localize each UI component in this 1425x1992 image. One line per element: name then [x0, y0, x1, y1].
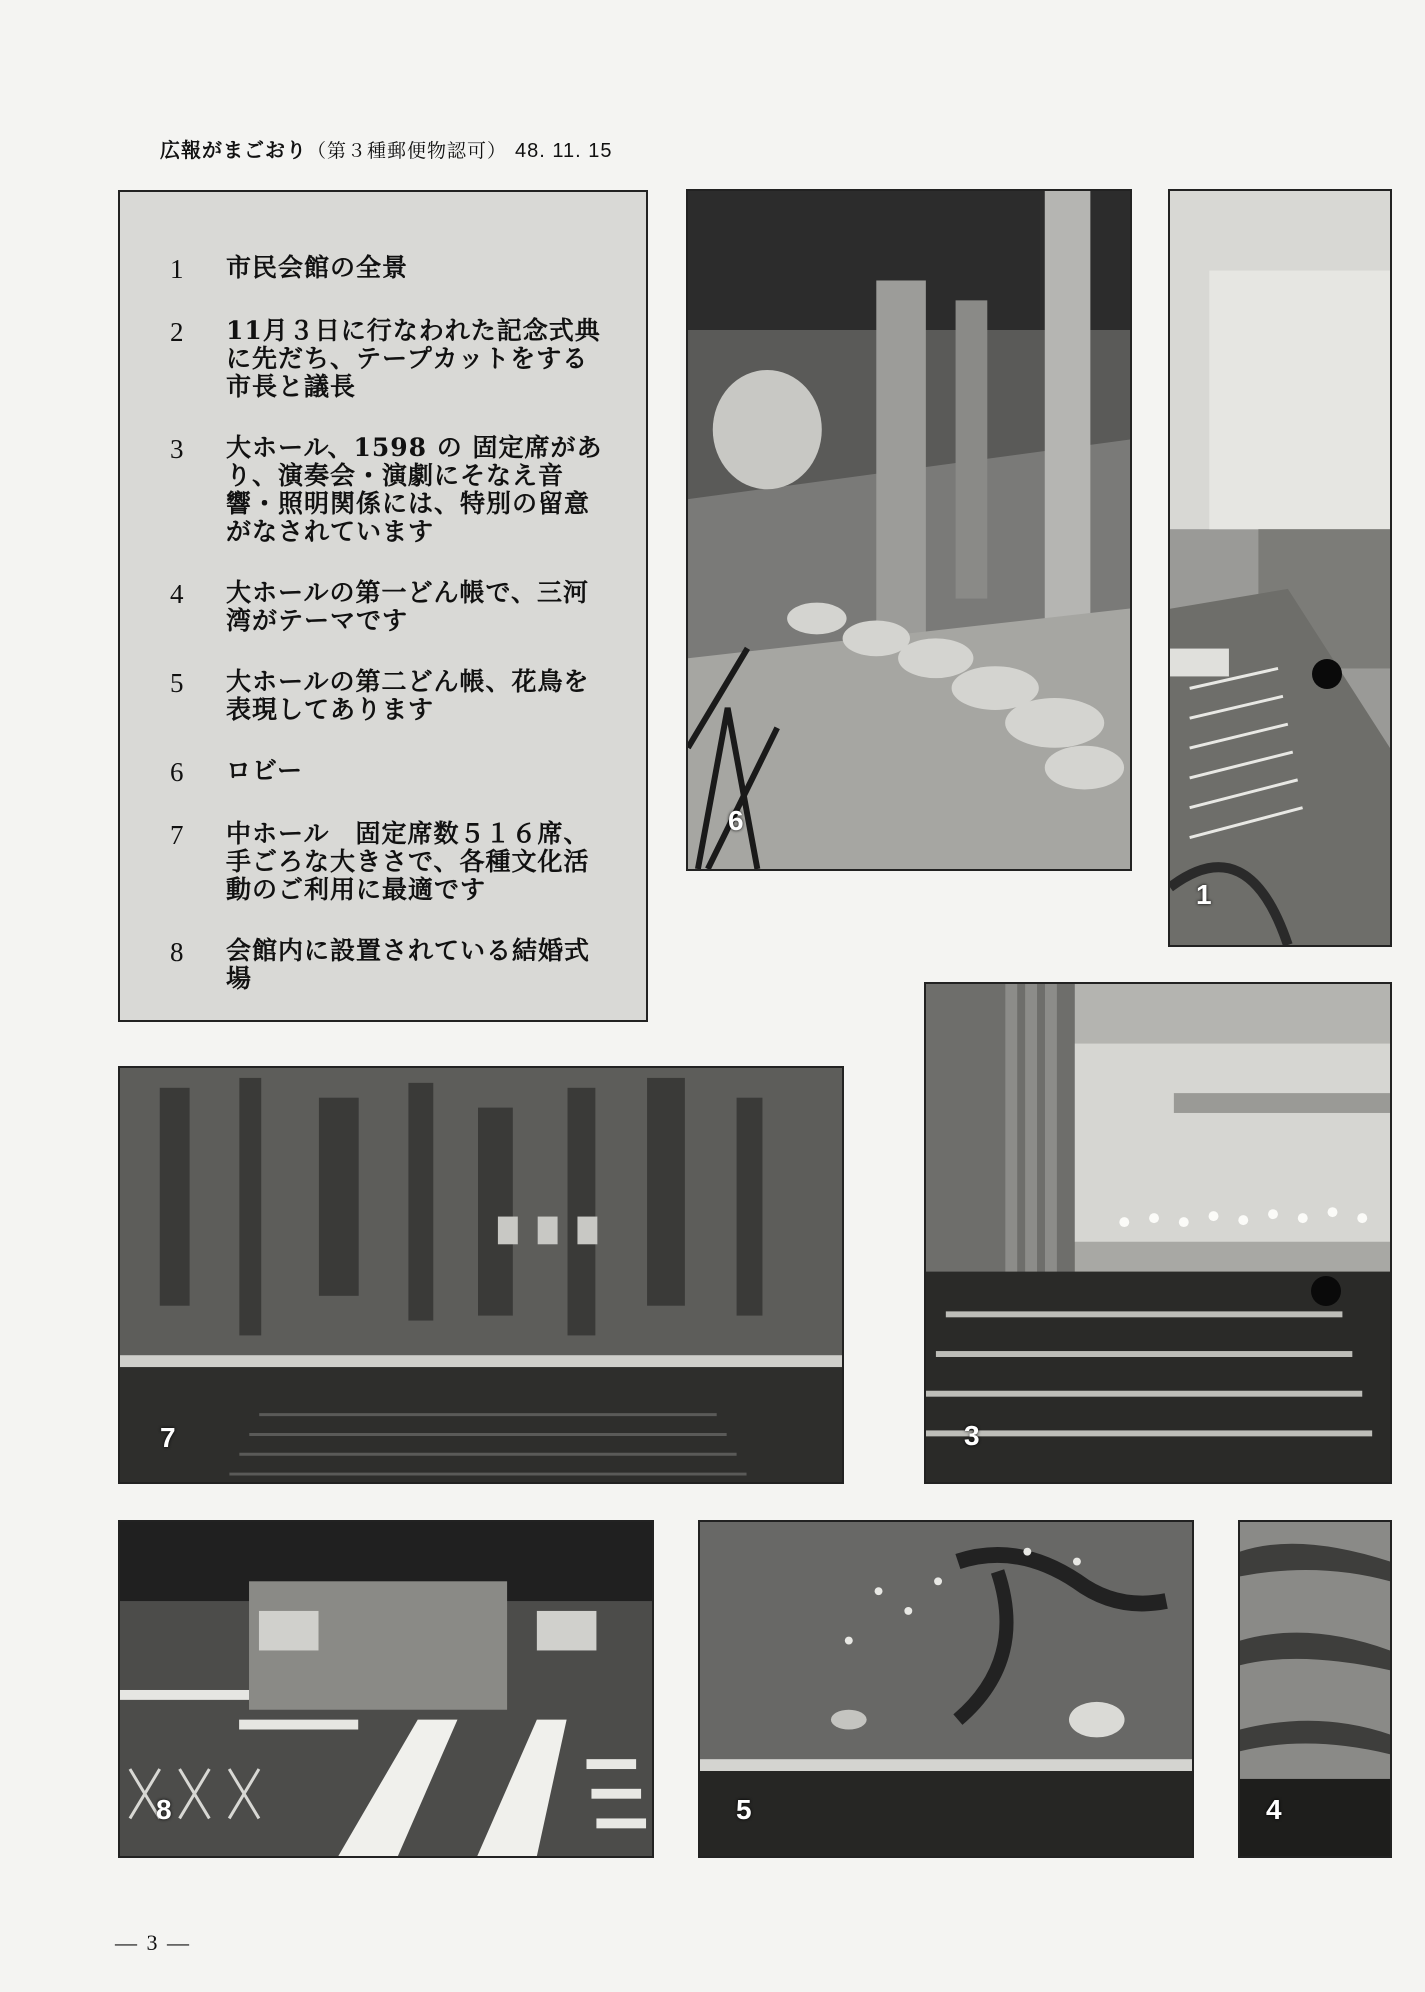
photo-first-curtain — [1238, 1520, 1392, 1858]
caption-number: 4 — [170, 579, 184, 609]
photo-wedding-hall — [118, 1520, 654, 1858]
publication-title: 広報がまごおり — [160, 138, 307, 162]
page-number: — 3 — — [115, 1930, 191, 1955]
photo-number: 1 — [1196, 879, 1212, 910]
issue-date: 48. 11. 15 — [514, 140, 613, 162]
page-header — [160, 134, 612, 163]
caption-number: 3 — [170, 434, 184, 464]
photo-second-curtain — [698, 1520, 1194, 1858]
photo-exterior — [1168, 189, 1392, 947]
caption-box — [118, 190, 648, 1022]
photo-number: 6 — [728, 805, 744, 836]
first-curtain-image — [1240, 1522, 1390, 1856]
marker-dot — [1311, 1276, 1341, 1306]
photo-lobby — [686, 189, 1132, 871]
caption-text: 市民会館の全景 — [226, 253, 409, 282]
caption-text: 11月３日に行なわれた記念式典に先だち、テープカットをする市長と議長 — [226, 316, 601, 401]
caption-number: 2 — [170, 317, 184, 347]
caption-text: 大ホールの第一どん帳で、三河湾がテーマです — [226, 578, 590, 635]
photo-number: 4 — [1266, 1794, 1282, 1825]
caption-item — [170, 579, 610, 635]
photo-large-hall — [924, 982, 1392, 1484]
caption-item — [170, 254, 610, 284]
caption-number: 1 — [170, 254, 184, 284]
exterior-image — [1170, 191, 1390, 945]
caption-text: ロビー — [226, 756, 304, 785]
large-hall-image — [926, 984, 1390, 1482]
photo-medium-hall — [118, 1066, 844, 1484]
caption-item — [170, 937, 610, 993]
caption-item — [170, 317, 610, 401]
marker-dot — [1312, 659, 1342, 689]
caption-number: 5 — [170, 668, 184, 698]
caption-text: 大ホールの第二どん帳、花鳥を表現してあります — [226, 667, 590, 724]
caption-list — [170, 254, 610, 1026]
medium-hall-image — [120, 1068, 842, 1482]
caption-number: 7 — [170, 820, 184, 850]
photo-number: 7 — [160, 1422, 176, 1453]
wedding-hall-image — [120, 1522, 652, 1856]
caption-text: 大ホール、1598 の 固定席があり、演奏会・演劇にそなえ音響・照明関係には、特別の留意がなされています — [226, 433, 603, 546]
photo-number: 8 — [156, 1794, 172, 1825]
photo-number: 5 — [736, 1794, 752, 1825]
caption-item — [170, 434, 610, 546]
caption-number: 8 — [170, 937, 184, 967]
caption-number: 6 — [170, 757, 184, 787]
second-curtain-image — [700, 1522, 1192, 1856]
caption-item — [170, 820, 610, 904]
lobby-image — [688, 191, 1130, 869]
caption-text: 会館内に設置されている結婚式場 — [226, 936, 591, 993]
caption-text: 中ホール 固定席数５１６席、手ごろな大きさで、各種文化活動のご利用に最適です — [226, 819, 590, 904]
postal-permit: （第３種郵便物認可） — [307, 140, 508, 162]
photo-number: 3 — [964, 1420, 980, 1451]
caption-item — [170, 668, 610, 724]
caption-item — [170, 757, 610, 787]
